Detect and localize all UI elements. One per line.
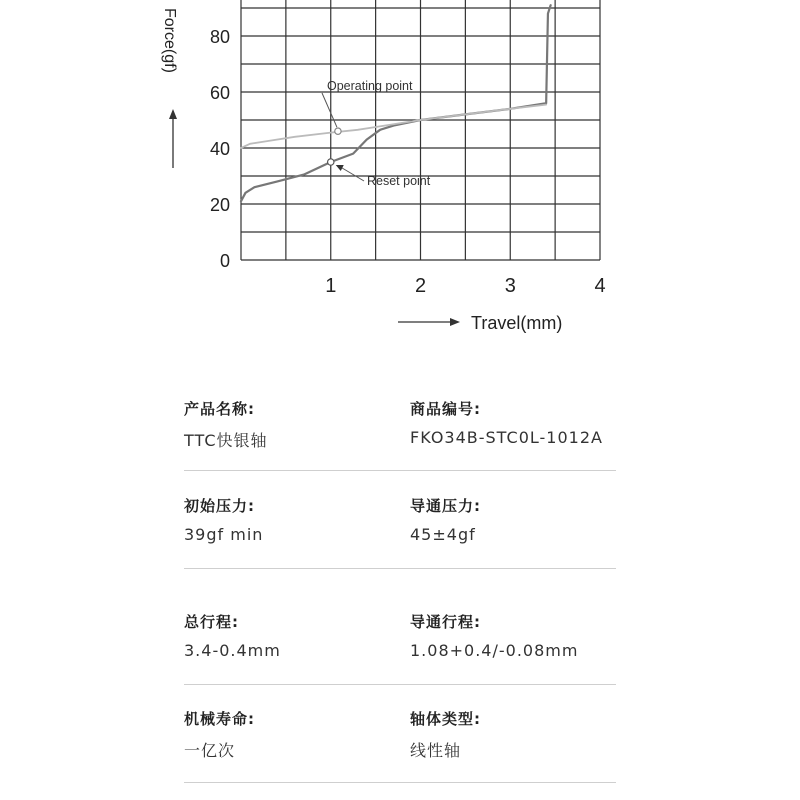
operating-point-label: Operating point <box>327 79 413 93</box>
spec-value: 45±4gf <box>410 525 476 544</box>
chart-series <box>241 5 551 201</box>
spec-label: 产品名称: <box>184 400 255 418</box>
reset-point-marker <box>328 159 334 165</box>
spec-divider <box>184 470 616 471</box>
spec-label: 总行程: <box>184 613 239 631</box>
y-tick-label: 40 <box>209 139 230 159</box>
spec-label: 导通压力: <box>410 497 481 515</box>
spec-divider <box>184 782 616 783</box>
spec-label: 机械寿命: <box>184 710 255 728</box>
reset-point-label: Reset point <box>367 174 431 188</box>
y-tick-label: 60 <box>209 83 230 103</box>
series-line-main <box>241 5 551 201</box>
spec-value: FKO34B-STC0L-1012A <box>410 428 603 447</box>
force-travel-chart <box>0 0 800 360</box>
spec-item <box>410 398 603 447</box>
spec-value: 线性轴 <box>410 741 462 760</box>
y-tick-label: 80 <box>209 27 230 47</box>
spec-value: 一亿次 <box>184 741 236 760</box>
x-tick-label: 3 <box>504 275 516 297</box>
spec-item <box>184 495 263 544</box>
spec-value: 3.4-0.4mm <box>184 641 281 660</box>
x-axis-label: Travel(mm) <box>471 313 563 333</box>
y-axis-label: Force(gf) <box>161 8 178 73</box>
x-tick-label: 4 <box>594 275 606 297</box>
operating-point-marker <box>335 128 341 134</box>
spec-item <box>184 398 268 451</box>
spec-label: 商品编号: <box>410 400 481 418</box>
spec-label: 轴体类型: <box>410 710 481 728</box>
spec-item <box>184 708 255 761</box>
spec-value: TTC快银轴 <box>184 431 268 450</box>
spec-divider <box>184 568 616 569</box>
x-axis-arrow-icon <box>398 318 460 326</box>
y-tick-label: 0 <box>219 251 230 271</box>
spec-value: 1.08+0.4/-0.08mm <box>410 641 579 660</box>
spec-item <box>410 708 481 761</box>
spec-value: 39gf min <box>184 525 264 544</box>
operating-point-leader <box>322 93 337 127</box>
chart-grid <box>241 0 600 260</box>
spec-label: 导通行程: <box>410 613 481 631</box>
spec-item <box>410 611 578 660</box>
spec-item <box>410 495 481 544</box>
reset-point-leader <box>339 166 364 181</box>
y-axis-arrow-icon <box>169 109 177 168</box>
spec-item <box>184 611 281 660</box>
spec-label: 初始压力: <box>184 497 255 515</box>
spec-divider <box>184 684 616 685</box>
x-tick-label: 1 <box>325 275 337 297</box>
y-tick-label: 20 <box>209 195 230 215</box>
x-tick-label: 2 <box>414 275 427 297</box>
